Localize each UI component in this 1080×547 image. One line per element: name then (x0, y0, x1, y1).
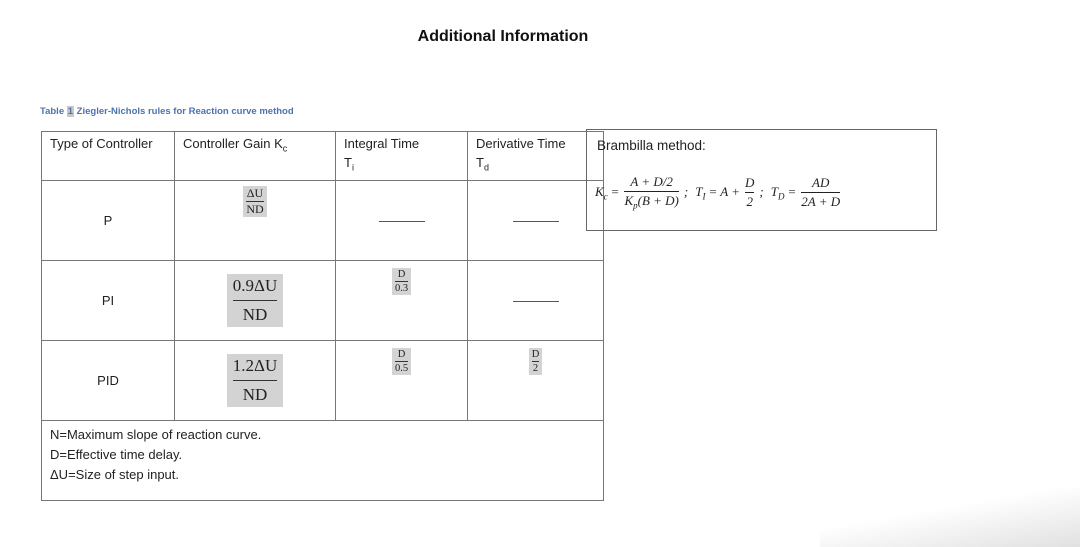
gain-fraction: $\frac{0.9\Delta U}{ND}$ (227, 274, 283, 327)
gain-p (175, 180, 336, 260)
header-gain: Controller Gain $K_c$ (175, 132, 336, 181)
table-caption (40, 106, 294, 117)
integral-p (336, 180, 468, 260)
brambilla-box (586, 129, 937, 231)
page-title: Additional Information (417, 28, 589, 45)
brambilla-formula: $K_c$ = A + D/2 $K_p(B + D)$ ; $T_I$ = A + D 2 ; $T_D$ = AD 2A + D (595, 174, 841, 211)
ziegler-nichols-table (41, 131, 604, 501)
td-fraction: AD 2A + D (801, 174, 841, 209)
derivative-pi (468, 260, 604, 340)
ti-rhs: = A + (708, 184, 740, 200)
table-header-row (42, 132, 604, 181)
brambilla-title: Brambilla method: (597, 138, 706, 153)
photo-shading (820, 487, 1080, 547)
caption-number: 1 (67, 106, 74, 117)
notes-row (42, 420, 604, 500)
dash-line (513, 301, 559, 302)
dash-line (513, 221, 559, 222)
header-type: Type of Controller (42, 132, 175, 181)
caption-text: Ziegler-Nichols rules for Reaction curve method (74, 106, 294, 117)
integral-pid (336, 340, 468, 420)
gain-fraction: $\frac{1.2\Delta U}{ND}$ (227, 354, 283, 407)
table-notes (42, 420, 604, 500)
derivative-symbol: $T_d$ (476, 155, 489, 173)
dash-line (379, 221, 425, 222)
gain-pid (175, 340, 336, 420)
derivative-pid (468, 340, 604, 420)
gain-fraction: $\frac{\Delta U}{ND}$ (243, 186, 266, 217)
note-n: N=Maximum slope of reaction curve. (50, 426, 262, 442)
table-row (42, 340, 604, 420)
gain-pi (175, 260, 336, 340)
derivative-fraction: $\frac{D}{2}$ (529, 348, 543, 375)
row-type-pi: PI (42, 260, 175, 340)
td-lhs: $T_D$ (770, 183, 785, 202)
header-integral: Integral Time $T_i$ (336, 132, 468, 181)
kc-lhs: $K_c$ (595, 183, 608, 202)
row-type-p: P (42, 180, 175, 260)
row-type-pid: PID (42, 340, 175, 420)
caption-prefix: Table (40, 106, 67, 117)
integral-fraction: $\frac{D}{0.5}$ (392, 348, 411, 375)
table-row (42, 260, 604, 340)
ti-fraction: D 2 (745, 174, 755, 209)
ti-lhs: $T_I$ (695, 183, 706, 202)
header-derivative: Derivative Time $T_d$ (468, 132, 604, 181)
integral-fraction: $\frac{D}{0.3}$ (392, 268, 411, 295)
kc-fraction: A + D/2 $K_p(B + D)$ (624, 174, 679, 211)
integral-pi (336, 260, 468, 340)
note-d: D=Effective time delay. (50, 446, 183, 462)
integral-symbol: $T_i$ (344, 155, 354, 173)
gain-symbol: $K_c$ (274, 136, 288, 154)
derivative-p (468, 180, 604, 260)
table-row (42, 180, 604, 260)
note-du: ΔU=Size of step input. (50, 466, 180, 482)
